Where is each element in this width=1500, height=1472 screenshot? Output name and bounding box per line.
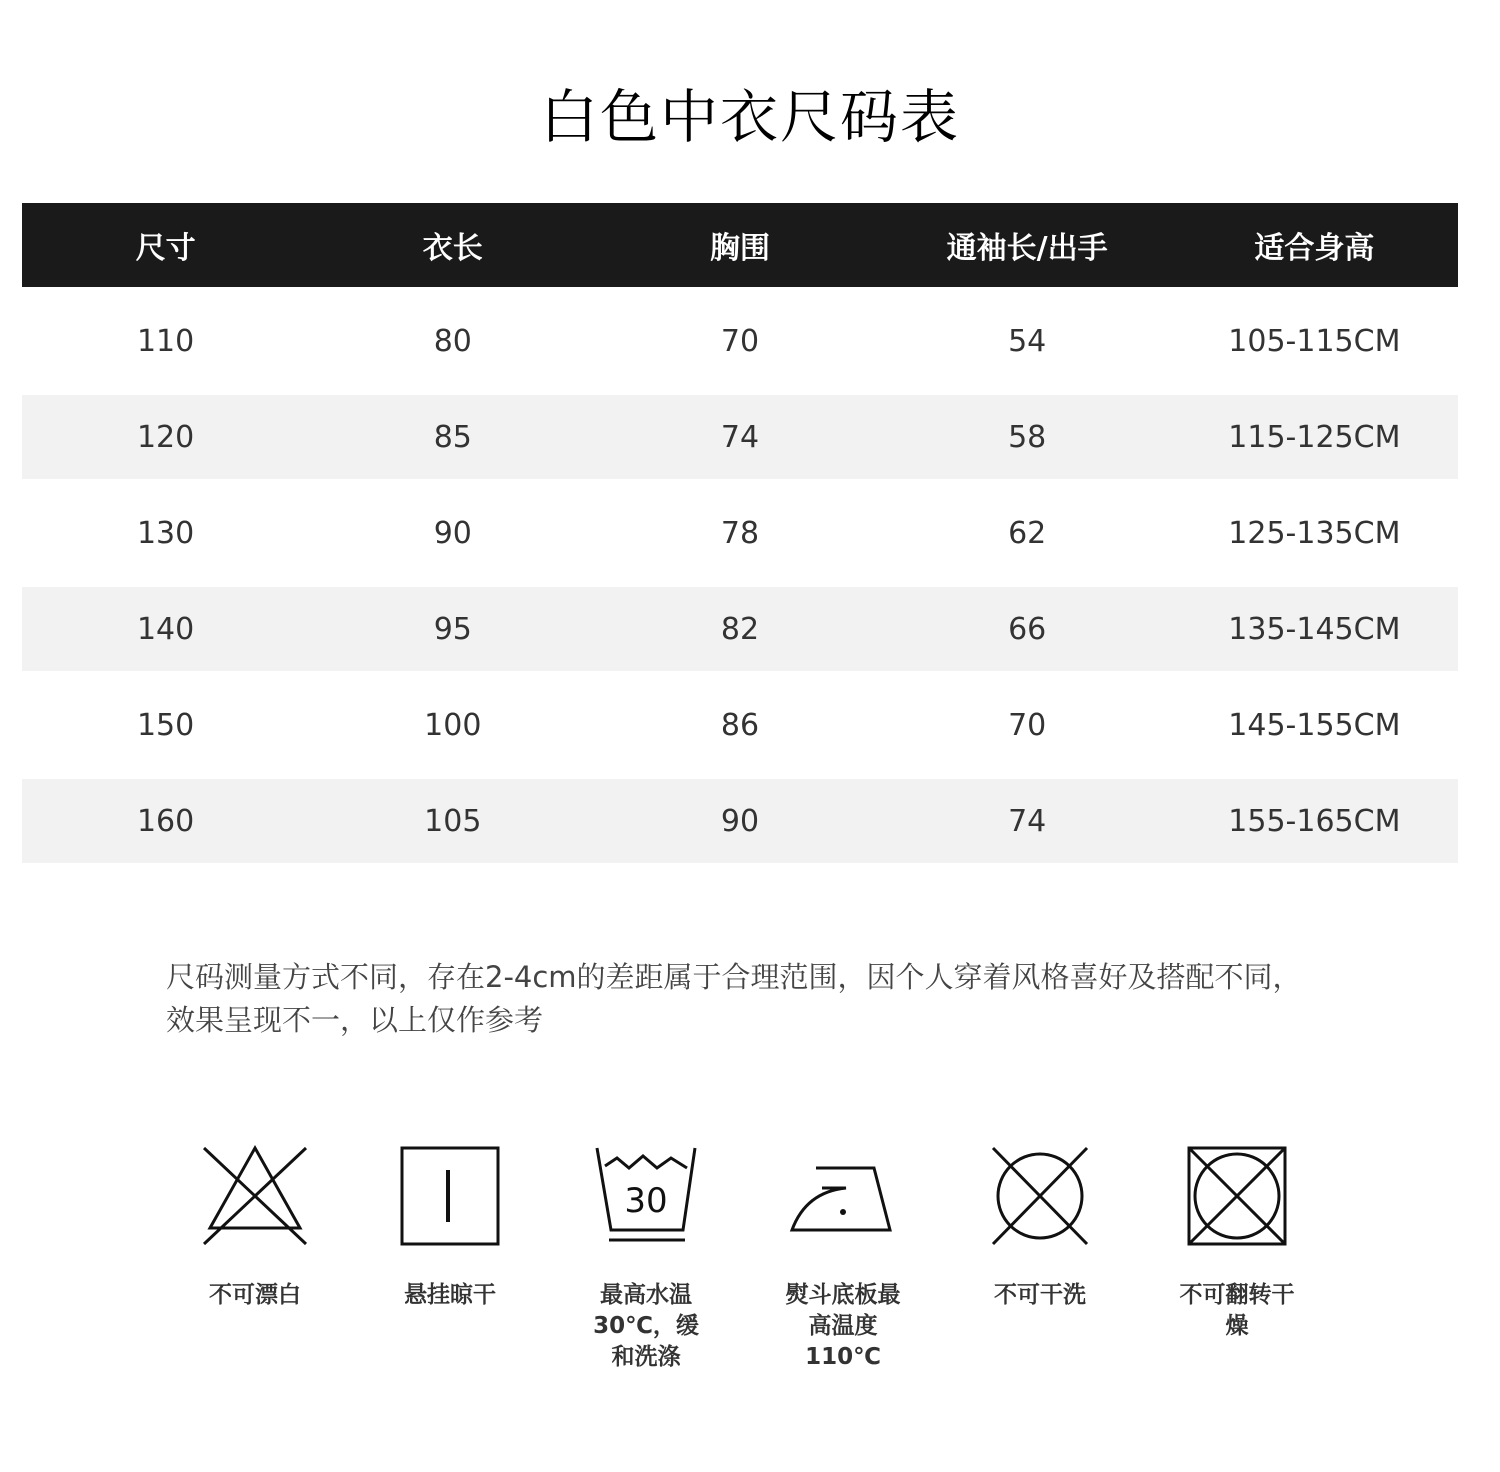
- cell-height: 115-125CM: [1171, 395, 1458, 479]
- cell-size: 140: [22, 587, 309, 671]
- table-row: [22, 671, 1458, 779]
- page-title: 白色中衣尺码表: [539, 83, 960, 151]
- cell-length: 85: [309, 395, 596, 479]
- table-row: [22, 587, 1458, 671]
- cell-height: 145-155CM: [1171, 671, 1458, 779]
- cell-chest: 78: [596, 479, 883, 587]
- cell-chest: 90: [596, 779, 883, 863]
- cell-length: 95: [309, 587, 596, 671]
- cell-size: 110: [22, 287, 309, 395]
- iron-icon: [788, 1140, 898, 1250]
- care-item-wash-30: [561, 1140, 731, 1373]
- cell-size: 160: [22, 779, 309, 863]
- cell-height: 155-165CM: [1171, 779, 1458, 863]
- care-label: 熨斗底板最 高温度 110℃: [785, 1282, 901, 1370]
- cell-size: 120: [22, 395, 309, 479]
- cell-length: 105: [309, 779, 596, 863]
- cell-chest: 82: [596, 587, 883, 671]
- wash-temp-text: 30: [624, 1181, 668, 1221]
- care-label: 不可漂白: [209, 1282, 301, 1308]
- cell-chest: 74: [596, 395, 883, 479]
- note-line-2: 效果呈现不一，以上仅作参考: [166, 1003, 544, 1037]
- cell-length: 100: [309, 671, 596, 779]
- hang-dry-icon: [395, 1140, 505, 1250]
- cell-size: 130: [22, 479, 309, 587]
- header-height: 适合身高: [1171, 203, 1458, 287]
- table-row: [22, 287, 1458, 395]
- cell-sleeve: 70: [884, 671, 1171, 779]
- care-label: 悬挂晾干: [404, 1282, 496, 1308]
- care-item-iron: [758, 1140, 928, 1373]
- cell-chest: 70: [596, 287, 883, 395]
- cell-length: 80: [309, 287, 596, 395]
- care-label: 最高水温 30℃，缓 和洗涤: [593, 1282, 699, 1370]
- header-length: 衣长: [309, 203, 596, 287]
- header-sleeve: 通袖长/出手: [884, 203, 1171, 287]
- table-row: [22, 779, 1458, 863]
- cell-height: 135-145CM: [1171, 587, 1458, 671]
- cell-sleeve: 54: [884, 287, 1171, 395]
- cell-sleeve: 62: [884, 479, 1171, 587]
- cell-sleeve: 74: [884, 779, 1171, 863]
- size-table: [22, 203, 1458, 863]
- no-bleach-icon: [200, 1140, 310, 1250]
- care-label: 不可干洗: [994, 1282, 1086, 1308]
- cell-sleeve: 58: [884, 395, 1171, 479]
- no-dry-clean-icon: [985, 1140, 1095, 1250]
- cell-length: 90: [309, 479, 596, 587]
- cell-height: 125-135CM: [1171, 479, 1458, 587]
- measurement-note: [166, 956, 1406, 1042]
- note-line-1: 尺码测量方式不同，存在2-4cm的差距属于合理范围，因个人穿着风格喜好及搭配不同，: [166, 960, 1302, 994]
- no-tumble-dry-icon: [1182, 1140, 1292, 1250]
- table-row: [22, 479, 1458, 587]
- cell-size: 150: [22, 671, 309, 779]
- care-item-no-tumble-dry: [1152, 1140, 1322, 1342]
- cell-height: 105-115CM: [1171, 287, 1458, 395]
- care-item-no-dry-clean: [955, 1140, 1125, 1311]
- cell-chest: 86: [596, 671, 883, 779]
- care-item-hang-dry: [365, 1140, 535, 1311]
- header-chest: 胸围: [596, 203, 883, 287]
- care-item-no-bleach: [170, 1140, 340, 1311]
- header-size: 尺寸: [22, 203, 309, 287]
- table-header-row: [22, 203, 1458, 287]
- cell-sleeve: 66: [884, 587, 1171, 671]
- care-label: 不可翻转干 燥: [1179, 1282, 1295, 1339]
- table-row: [22, 395, 1458, 479]
- wash-30-icon: [591, 1140, 701, 1250]
